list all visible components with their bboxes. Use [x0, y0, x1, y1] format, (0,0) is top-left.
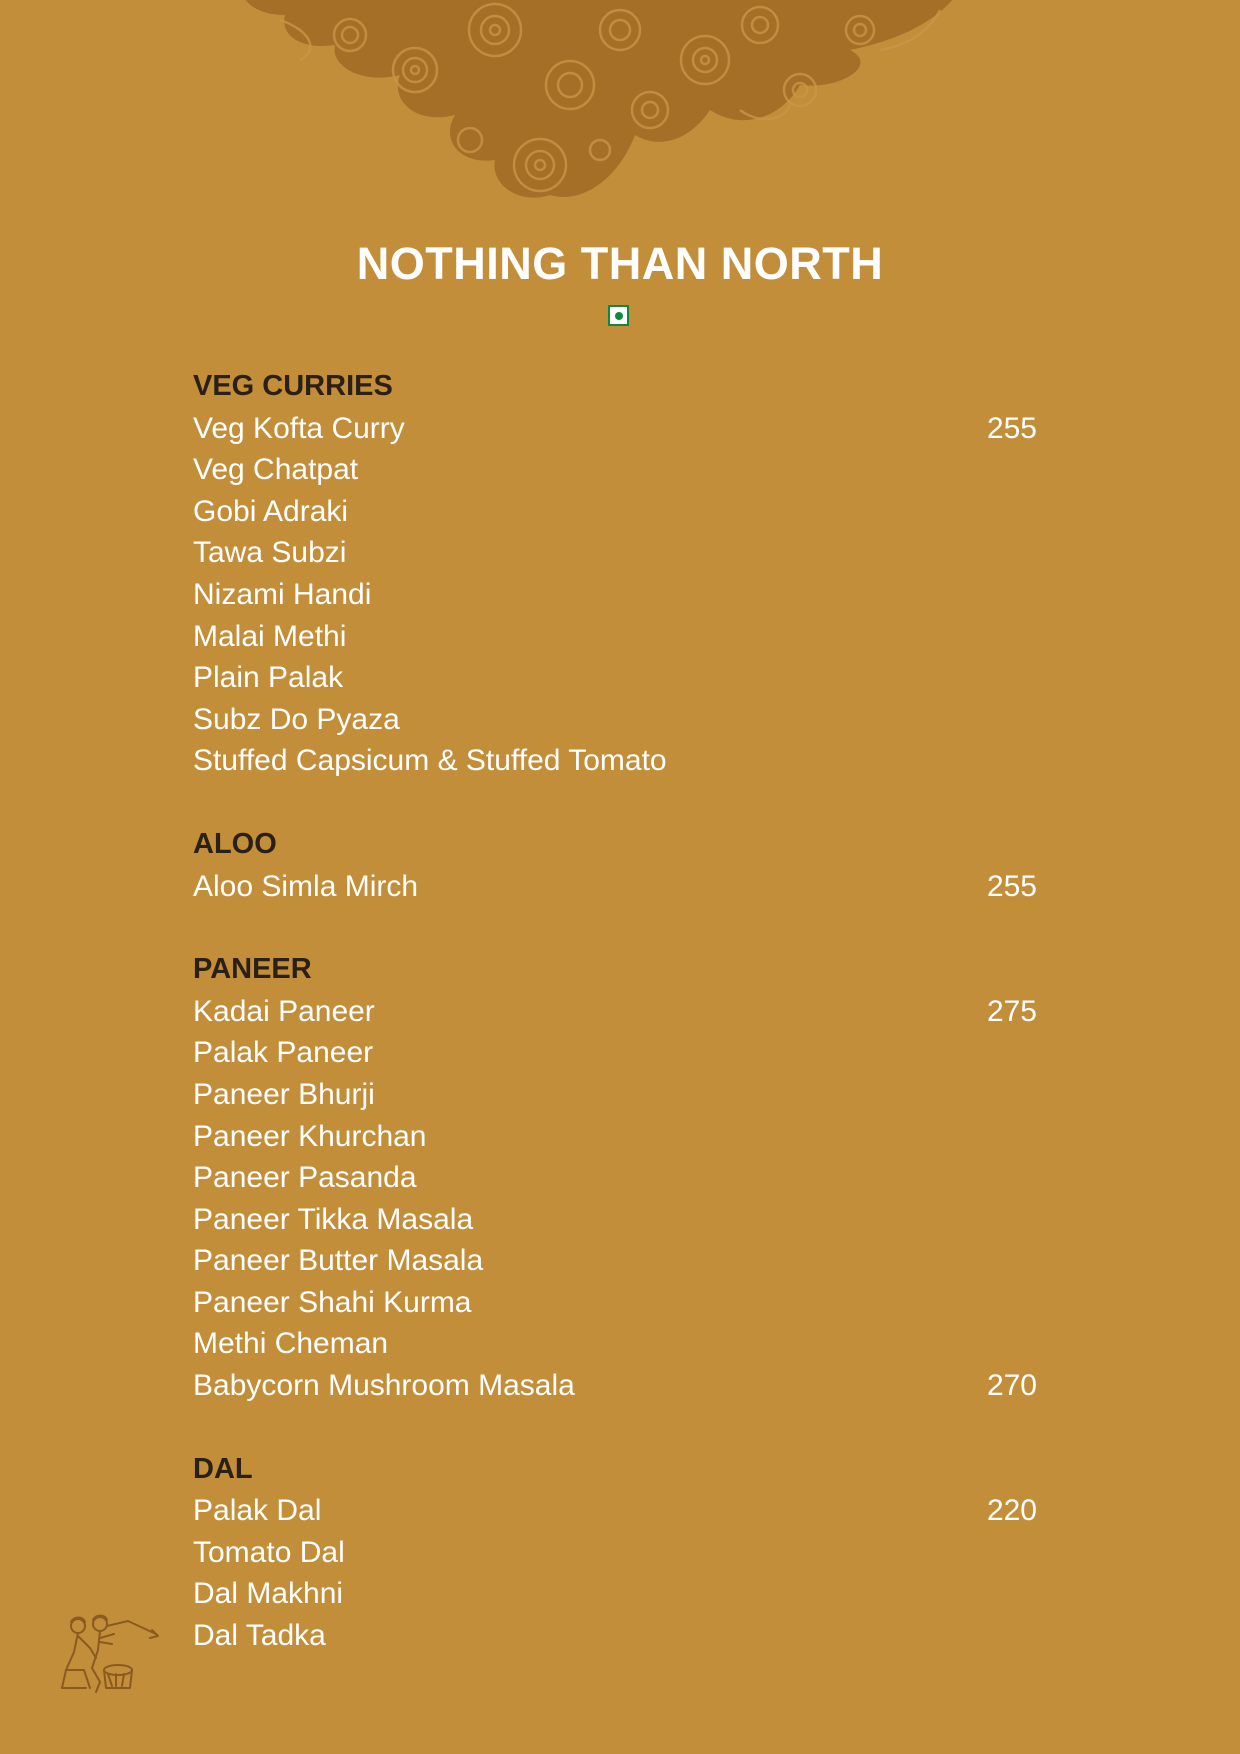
- section-heading: DAL: [193, 1452, 253, 1485]
- item-name: Dal Makhni: [193, 1577, 344, 1611]
- musicians-illustration-icon: [56, 1612, 160, 1696]
- menu-item: [193, 866, 1037, 908]
- item-name: Stuffed Capsicum & Stuffed Tomato: [193, 744, 667, 778]
- item-name: Nizami Handi: [193, 577, 372, 611]
- item-name: Plain Palak: [193, 661, 344, 695]
- item-name: Paneer Khurchan: [193, 1119, 427, 1153]
- menu-item: [193, 1074, 1037, 1116]
- menu-item: [193, 1240, 1037, 1282]
- menu-item: [193, 1532, 1037, 1574]
- item-name: Tawa Subzi: [193, 536, 347, 570]
- swirl-ornament-icon: [240, 0, 960, 210]
- menu-item: [193, 1116, 1037, 1158]
- menu-item: [193, 991, 1037, 1033]
- item-name: Tomato Dal: [193, 1535, 345, 1569]
- item-name: Paneer Butter Masala: [193, 1244, 484, 1278]
- page-title: NOTHING THAN NORTH: [356, 238, 884, 289]
- item-price: 255: [986, 411, 1037, 445]
- item-name: Veg Chatpat: [193, 453, 359, 487]
- section-heading: VEG CURRIES: [193, 370, 393, 402]
- menu-item: [193, 1615, 1037, 1657]
- item-name: Dal Tadka: [193, 1619, 326, 1653]
- menu-item: [193, 1490, 1037, 1532]
- item-name: Aloo Simla Mirch: [193, 869, 419, 903]
- menu-item: [193, 740, 1037, 782]
- item-name: Babycorn Mushroom Masala: [193, 1369, 575, 1403]
- item-name: Paneer Pasanda: [193, 1161, 417, 1195]
- section-heading: PANEER: [193, 953, 312, 986]
- item-name: Palak Dal: [193, 1494, 322, 1528]
- menu-item: [193, 1032, 1037, 1074]
- menu-item: [193, 1282, 1037, 1324]
- menu-item: [193, 657, 1037, 699]
- menu-item: [193, 1199, 1037, 1241]
- section-heading: ALOO: [193, 827, 277, 860]
- menu-item: [193, 1157, 1037, 1199]
- veg-symbol-icon: [608, 305, 629, 326]
- menu-item: [193, 699, 1037, 741]
- item-name: Paneer Shahi Kurma: [193, 1285, 472, 1319]
- item-name: Subz Do Pyaza: [193, 702, 400, 736]
- item-price: 220: [986, 1494, 1037, 1528]
- menu-item: [193, 532, 1037, 574]
- veg-symbol-dot: [615, 312, 623, 320]
- section-dal: [193, 1449, 1037, 1657]
- item-name: Malai Methi: [193, 619, 347, 653]
- menu-list: [193, 366, 1037, 1699]
- section-veg-curries: [193, 366, 1037, 782]
- item-name: Kadai Paneer: [193, 994, 375, 1028]
- item-price: 270: [986, 1369, 1037, 1403]
- item-name: Gobi Adraki: [193, 494, 349, 528]
- item-name: Paneer Tikka Masala: [193, 1202, 474, 1236]
- menu-item: [193, 616, 1037, 658]
- menu-item: [193, 1323, 1037, 1365]
- item-name: Paneer Bhurji: [193, 1077, 375, 1111]
- section-paneer: [193, 949, 1037, 1407]
- menu-item: [193, 574, 1037, 616]
- section-aloo: [193, 824, 1037, 907]
- item-price: 275: [986, 994, 1037, 1028]
- menu-item: [193, 491, 1037, 533]
- item-name: Veg Kofta Curry: [193, 411, 405, 445]
- menu-item: [193, 1365, 1037, 1407]
- item-name: Methi Cheman: [193, 1327, 389, 1361]
- menu-item: [193, 449, 1037, 491]
- menu-item: [193, 1573, 1037, 1615]
- item-price: 255: [986, 869, 1037, 903]
- menu-item: [193, 408, 1037, 450]
- item-name: Palak Paneer: [193, 1036, 374, 1070]
